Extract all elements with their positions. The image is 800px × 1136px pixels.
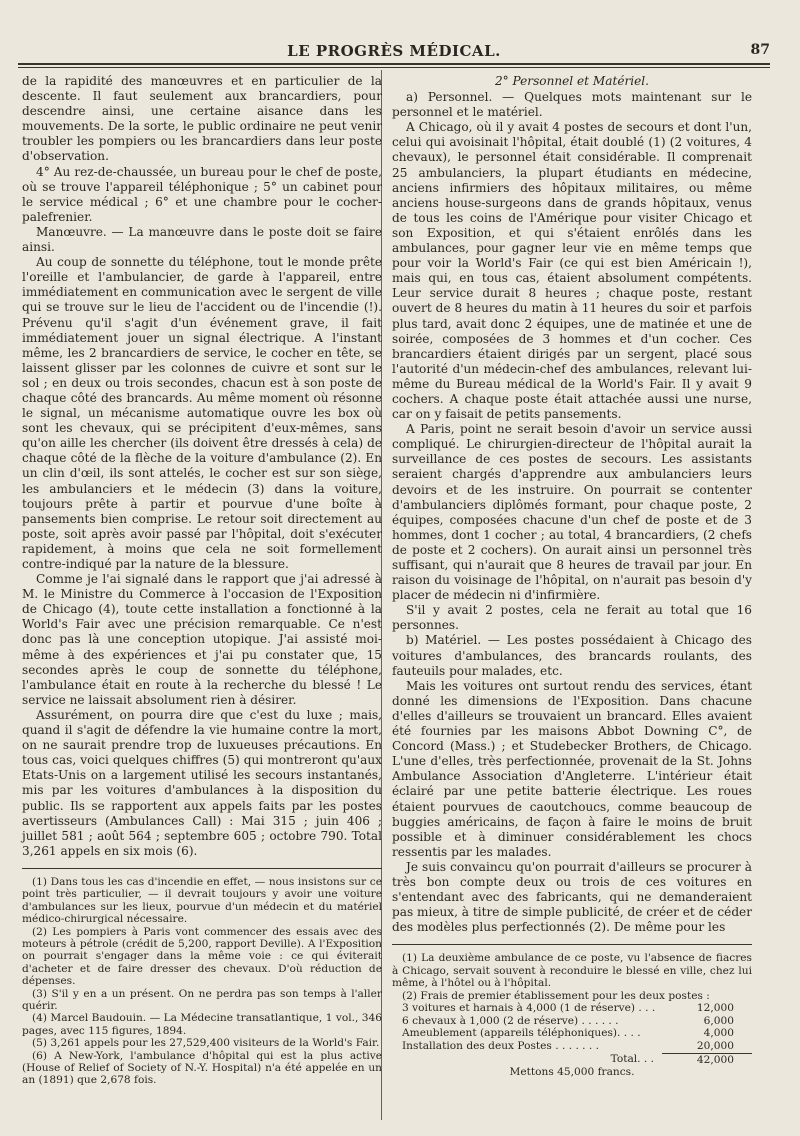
- cost-row: [392, 1040, 752, 1053]
- body-paragraph: Comme je l'ai signalé dans le rapport que j'ai adressé à M. le Ministre du Commerce à l'occasion de l'Exposition de Chicago (4), toute cette installation a fonctionné à la World's Fair avec une précision remarquable. Ce n'est donc pas là une conception utopique. J'ai assisté moi-même à des expériences et j'ai pu constater que, 15 secondes après le coup de sonnette du téléphone, l'ambulance était en route à la recherche du blessé ! Le service ne laissait absolument rien à désirer.: [22, 572, 382, 707]
- footnote: (2) Les pompiers à Paris vont commencer des essais avec des moteurs à pétrole (crédit de 5,200, rapport Deville). A l'Exposition on pourrait s'engager dans la même voie : ce qui éviterait d'acheter et de faire dresser des chevaux. D'où réduction de dépenses.: [22, 925, 382, 988]
- cost-label: Ameublement (appareils téléphoniques). . . .: [402, 1027, 641, 1040]
- footnotes: [22, 876, 382, 1087]
- body-paragraph: Manœuvre. — La manœuvre dans le poste doit se faire ainsi.: [22, 224, 382, 255]
- footnote: (6) A New-York, l'ambulance d'hôpital qui est la plus active (House of Relief of Society of N.-Y. Hospital) n'a été appelée en un an (1891) que 2,678 fois.: [22, 1049, 382, 1087]
- cost-label: 3 voitures et harnais à 4,000 (1 de réserve) . . .: [402, 1002, 656, 1015]
- body-paragraph: de la rapidité des manœuvres et en particulier de la descente. Il faut seulement aux brancardiers, pour descendre ainsi, une certaine aisance dans les mouvements. De la sorte, le public ordinaire ne peut venir troubler les pompiers ou les brancardiers dans leur poste d'observation.: [22, 74, 382, 164]
- cost-value: 4,000: [703, 1027, 734, 1040]
- body-paragraph: 4° Au rez-de-chaussée, un bureau pour le chef de poste, où se trouve l'appareil téléphonique ; 5° un cabinet pour le service médical ; 6° et une chambre pour le cocher-palefrenier.: [22, 164, 382, 224]
- cost-row: [392, 1002, 752, 1015]
- body-paragraph: Assurément, on pourra dire que c'est du luxe ; mais, quand il s'agit de défendre la vie humaine contre la mort, on ne saurait prendre trop de luxueuses précautions. En tous cas, voici quelques chiffres (5) qui montreront qu'aux Etats-Unis on a largement utilisé les secours instantanés, mis par les voitures d'ambulances à la disposition du public. Ils se rapportent aux appels faits par les postes avertisseurs (Ambulances Call) : Mai 315 ; juin 406 ; juillet 581 ; août 564 ; septembre 605 ; octobre 790. Total 3,261 appels en six mois (6).: [22, 707, 382, 858]
- cost-row: [392, 1027, 752, 1040]
- body-paragraph: A Paris, point ne serait besoin d'avoir un service aussi compliqué. Le chirurgien-directeur de l'hôpital aurait la surveillance de ces postes de secours. Les assistants seraient chargés d'apprendre aux ambulanciers leurs devoirs et de les instruire. On pourrait se contenter d'ambulanciers diplômés formant, pour chaque poste, 2 équipes, composées chacune d'un chef de poste et de 3 hommes, dont 1 cocher ; au total, 4 brancardiers, (2 chefs de poste et 2 cochers). On aurait ainsi un personnel très suffisant, qui n'aurait que 8 heures de travail par jour. En raison du voisinage de l'hôpital, on n'aurait pas besoin d'y placer de médecin ni d'infirmière.: [392, 422, 752, 603]
- footnote-rule: [392, 944, 752, 945]
- cost-total-value: 42,000: [662, 1053, 752, 1067]
- body-paragraph: Mais les voitures ont surtout rendu des services, étant donné les dimensions de l'Exposition. Dans chacune d'elles d'ailleurs se trouvaient un brancard. Elles avaient été fournies par les maisons Abbot Downing C°, de Concord (Mass.) ; et Studebecker Brothers, de Chicago. L'une d'elles, très perfectionnée, provenait de la St. Johns Ambulance Association d'Angleterre. L'intérieur était éclairé par une petite batterie électrique. Les roues étaient pourvues de caoutchoucs, comme beaucoup de buggies américains, de façon à faire le moins de bruit possible et à diminuer considérablement les chocs ressentis par les malades.: [392, 678, 752, 859]
- cost-label: 6 chevaux à 1,000 (2 de réserve) . . . . . .: [402, 1014, 619, 1027]
- cost-value: 6,000: [703, 1014, 734, 1027]
- cost-total-row: [392, 1053, 752, 1067]
- cost-row: [392, 1015, 752, 1028]
- footnote: (1) La deuxième ambulance de ce poste, vu l'absence de fiacres à Chicago, servait souvent à reconduire le blessé en ville, chez lui même, à l'hôtel ou à l'hôpital.: [392, 952, 752, 990]
- footnote: (3) S'il y en a un présent. On ne perdra pas son temps à l'aller quérir.: [22, 987, 382, 1012]
- running-head: [18, 42, 770, 62]
- footnote: (5) 3,261 appels pour les 27,529,400 visiteurs de la World's Fair.: [32, 1037, 380, 1050]
- body-paragraph: A Chicago, où il y avait 4 postes de secours et dont l'un, celui qui avoisinait l'hôpital, était doublé (1) (2 voitures, 4 chevaux), le personnel était considérable. Il comprenait 25 ambulanciers, la plupart étudiants en médecine, anciens infirmiers des hôpitaux militaires, ou même anciens house-surgeons dans de grands hôpitaux, venus de tous les coins de l'Amérique pour visiter Chicago et son Exposition, et qui s'étaient enrôlés dans les ambulances, pour gagner leur vie en même temps que pour voir la World's Fair (ce qui est bien Américain !), mais qui, en tous cas, étaient absolument compétents. Leur service durait 8 heures ; chaque poste, restant ouvert de 8 heures du matin à 11 heures du soir et parfois plus tard, avait donc 2 équipes, une de matinée et une de soirée, composées de 3 hommes et d'un cocher. Ces brancardiers étaient dirigés par un sergent, placé sous l'autorité d'un médecin-chef des ambulances, relevant lui-même du Bureau médical de la World's Fair. Il y avait 9 cochers. A chaque poste était attachée aussi une nurse, car on y faisait de petits pansements.: [392, 120, 752, 422]
- body-paragraph: S'il y avait 2 postes, cela ne ferait au total que 16 personnes.: [392, 603, 752, 633]
- header-rule: [18, 63, 770, 68]
- body-paragraph: Au coup de sonnette du téléphone, tout le monde prête l'oreille et l'ambulancier, de garde à l'appareil, entre immédiatement en communication avec le sergent de ville qui se trouve sur le lieu de l'accident ou de l'incendie (!). Prévenu qu'il s'agit d'un événement grave, il fait immédiatement jouer un signal électrique. A l'instant même, les 2 brancardiers de service, le cocher en tête, se laissent glisser par les colonnes de cuivre et sont sur le sol ; en deux ou trois secondes, chacun est à son poste de chaque côté des brancards. Au même moment où résonne le signal, un mécanisme automatique ouvre les box où sont les chevaux, qui se précipitent d'eux-mêmes, sans qu'on aille les chercher (ils doivent être dressés à cela) de chaque côté de la flèche de la voiture d'ambulance (2). En un clin d'œil, ils sont attelés, le cocher est sur son siège, les ambulanciers et le médecin (3) dans la voiture, toujours prête à partir et pourvue d'une boîte à pansements bien comprise. Le retour soit directement au poste, soit après avoir passé par l'hôpital, doit s'exécuter rapidement, à moins que cela ne soit formellement contre-indiqué par la nature de la blessure.: [22, 255, 382, 571]
- left-column: [22, 74, 382, 1087]
- right-column: [392, 74, 752, 1079]
- body-paragraph: a) Personnel. — Quelques mots maintenant sur le personnel et le matériel.: [392, 90, 752, 120]
- cost-net-note: Mettons 45,000 francs.: [509, 1066, 635, 1079]
- footnote-rule: [22, 868, 382, 869]
- cost-label: Installation des deux Postes . . . . . . .: [402, 1039, 600, 1052]
- journal-title: LE PROGRÈS MÉDICAL.: [287, 42, 501, 60]
- cost-value: 12,000: [696, 1002, 734, 1015]
- cost-value: 20,000: [696, 1039, 734, 1052]
- cost-table-heading: (2) Frais de premier établissement pour les deux postes :: [402, 989, 710, 1002]
- section-title: 2° Personnel et Matériel.: [494, 74, 650, 88]
- page-number: 87: [750, 42, 770, 58]
- footnote: (4) Marcel Baudouin. — La Médecine transatlantique, 1 vol., 346 pages, avec 115 figures, 1894.: [22, 1012, 382, 1037]
- body-paragraph: b) Matériel. — Les postes possédaient à Chicago des voitures d'ambulances, des brancards roulants, des fauteuils pour malades, etc.: [392, 633, 752, 678]
- cost-total-label: Total. . .: [610, 1052, 654, 1065]
- footnotes: [392, 952, 752, 1079]
- body-paragraph: Je suis convaincu qu'on pourrait d'ailleurs se procurer à très bon compte deux ou trois de ces voitures en s'entendant avec des fabricants, qui ne demanderaient pas mieux, à titre de simple publicité, de créer et de céder des modèles plus perfectionnés (2). De même pour les: [392, 859, 752, 935]
- footnote: (1) Dans tous les cas d'incendie en effet, — nous insistons sur ce point très particulier, — il devrait toujours y avoir une voiture d'ambulances sur les lieux, pourvue d'un médecin et du matériel médico-chirurgical nécessaire.: [22, 875, 382, 926]
